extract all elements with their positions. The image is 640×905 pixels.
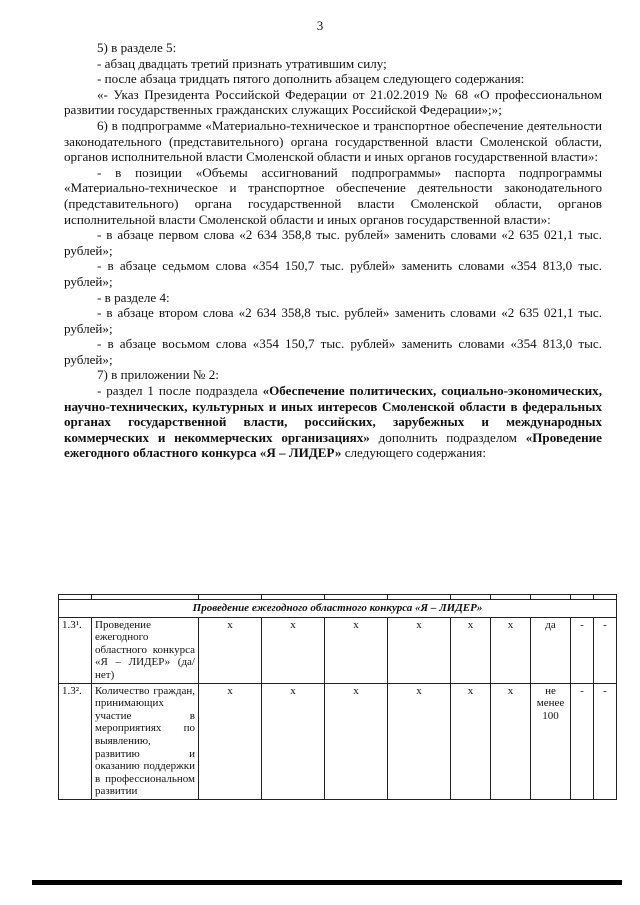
paragraph: - в абзаце первом слова «2 634 358,8 тыс. рублей» заменить словами «2 635 021,1 тыс. рублей»; <box>64 227 602 258</box>
table-row <box>59 683 617 799</box>
scan-bottom-edge <box>32 880 622 885</box>
indicator-name: Количество граждан, принимающих участие в мероприятиях по выявлению, развитию и оказанию поддержки в профессиональном развитии <box>92 683 199 799</box>
final-paragraph <box>64 383 602 461</box>
cell-dash: - <box>594 617 617 683</box>
cell-x: х <box>451 683 491 799</box>
cell-value: не менее 100 <box>531 683 571 799</box>
paragraph: - после абзаца тридцать пятого дополнить абзацем следующего содержания: <box>97 71 525 87</box>
cell-x: х <box>491 617 531 683</box>
cell-x: х <box>199 617 262 683</box>
final-paragraph-middle: дополнить подразделом <box>369 429 526 445</box>
paragraph: «- Указ Президента Российской Федерации от 21.02.2019 № 68 «О профессиональном развитии государственных гражданских служащих Российской Федерации»;»; <box>64 86 602 118</box>
paragraph: - в абзаце втором слова «2 634 358,8 тыс. рублей» заменить словами «2 635 021,1 тыс. рублей»; <box>64 305 602 336</box>
subsection-title-bold: «Обеспечение политических, социально-экономических, научно-технических, культурных и иных интересов Смоленской области в федеральных органах государственной власти, российских, зарубежных и международных коммерческих и некоммерческих организациях» <box>64 383 602 445</box>
cell-x: х <box>199 683 262 799</box>
indicators-table <box>58 594 617 800</box>
final-paragraph-prefix: - раздел 1 после подраздела <box>97 383 263 399</box>
cell-x: х <box>388 617 451 683</box>
indicator-name: Проведение ежегодного областного конкурса «Я – ЛИДЕР» (да/нет) <box>92 617 199 683</box>
paragraph: - в абзаце седьмом слова «354 150,7 тыс. рублей» заменить словами «354 813,0 тыс. рублей»; <box>64 258 602 289</box>
table-row <box>59 617 617 683</box>
paragraph: - в разделе 4: <box>97 289 170 305</box>
page-number: 3 <box>316 18 324 33</box>
cell-value: да <box>531 617 571 683</box>
cell-x: х <box>325 617 388 683</box>
cell-x: х <box>262 683 325 799</box>
cell-x: х <box>491 683 531 799</box>
table-caption: Проведение ежегодного областного конкурса «Я – ЛИДЕР» <box>59 600 617 618</box>
document-body <box>64 40 602 461</box>
table-caption-row <box>59 600 617 618</box>
cell-dash: - <box>594 683 617 799</box>
paragraph: - в абзаце восьмом слова «354 150,7 тыс. рублей» заменить словами «354 813,0 тыс. рублей»; <box>64 336 602 367</box>
paragraph: 6) в подпрограмме «Материально-техническое и транспортное обеспечение деятельности законодательного (представительного) органа государственной власти Смоленской области, органов исполнительной власти Смоленской области и иных органов государственной власти»: <box>64 117 602 165</box>
paragraph: - абзац двадцать третий признать утратившим силу; <box>97 55 387 71</box>
paragraph: - в позиции «Объемы ассигнований подпрограммы» паспорта подпрограммы «Материально-техническое и транспортное обеспечение деятельности законодательного (представительного) органа государственной власти Смоленской области, органов исполнительной власти Смоленской области и иных органов государственной власти»: <box>64 164 602 227</box>
final-paragraph-suffix: следующего содержания: <box>341 445 486 461</box>
cell-dash: - <box>571 683 594 799</box>
cell-x: х <box>262 617 325 683</box>
row-number: 1.3². <box>59 683 92 799</box>
cell-x: х <box>388 683 451 799</box>
paragraph: 7) в приложении № 2: <box>97 367 219 383</box>
new-subsection-title-bold: «Проведение ежегодного областного конкурса «Я – ЛИДЕР» <box>64 429 602 461</box>
cell-x: х <box>325 683 388 799</box>
paragraph: 5) в разделе 5: <box>97 40 177 55</box>
row-number: 1.3¹. <box>59 617 92 683</box>
cell-dash: - <box>571 617 594 683</box>
cell-x: х <box>451 617 491 683</box>
